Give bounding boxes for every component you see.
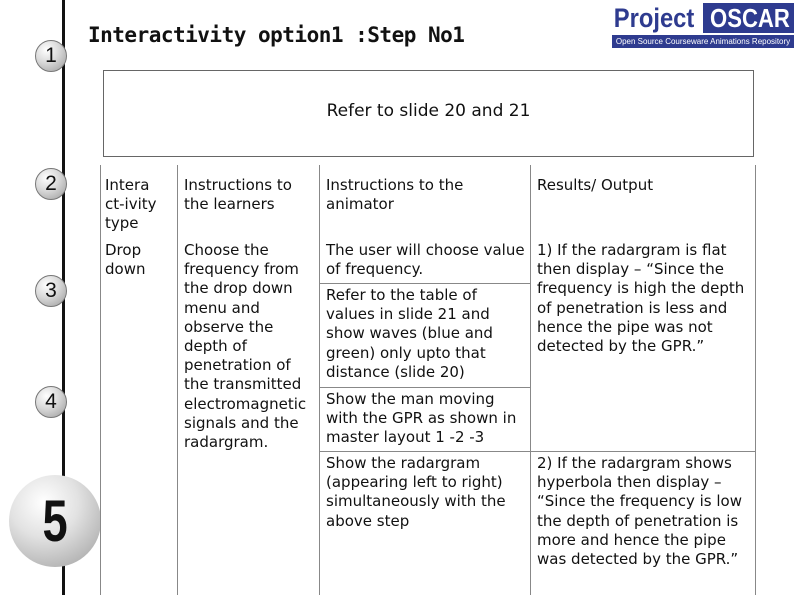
logo-word-project: Project: [613, 3, 695, 33]
header-interactivity-type: Intera ct-ivity type: [105, 176, 157, 233]
step-5-badge[interactable]: [9, 475, 101, 567]
learner-instructions-text: Choose the frequency from the drop down menu and observe the depth of penetration of the transmitted electromagnetic signals and the radargram.: [184, 241, 307, 452]
step-4-badge[interactable]: 4: [35, 386, 67, 418]
logo-word-oscar: OSCAR: [703, 3, 794, 33]
result-1-text: 1) If the radargram is flat then display – “Since the frequency is high the depth of penetration is less and hence the pipe was not detected by the GPR.”: [537, 241, 745, 356]
logo-tagline: Open Source Courseware Animations Repository: [612, 35, 794, 48]
step-5-label: 5: [42, 488, 68, 554]
row-divider-1: [319, 283, 530, 284]
interactivity-type-value: Drop down: [105, 241, 146, 279]
result-2-text: 2) If the radargram shows hyperbola then display – “Since the frequency is low the depth of penetration is more and hence the pipe was detected by the GPR.”: [537, 454, 742, 569]
header-results-output: Results/ Output: [537, 176, 654, 194]
row-divider-2: [319, 387, 530, 388]
slide-title: Interactivity option1 :Step No1: [88, 23, 465, 47]
reference-text: Refer to slide 20 and 21: [326, 101, 531, 121]
step-3-badge[interactable]: 3: [35, 275, 67, 307]
header-learner-instructions: Instructions to the learners: [184, 176, 292, 214]
reference-box: [103, 70, 754, 157]
animator-step-1: The user will choose value of frequency.: [326, 241, 525, 279]
table-divider-3: [530, 165, 531, 595]
header-animator-instructions: Instructions to the animator: [326, 176, 464, 214]
table-divider-2: [319, 165, 320, 595]
step-1-badge[interactable]: 1: [35, 40, 67, 72]
step-2-badge[interactable]: 2: [35, 168, 67, 200]
animator-step-2: Refer to the table of values in slide 21 and show waves (blue and green) only upto that distance (slide 20): [326, 286, 493, 381]
project-oscar-logo: [612, 3, 794, 47]
table-divider-1: [177, 165, 178, 595]
row-divider-3: [319, 451, 755, 452]
animator-step-4: Show the radargram (appearing left to right) simultaneously with the above step: [326, 454, 506, 530]
table-divider-4: [755, 165, 756, 595]
animator-step-3: Show the man moving with the GPR as shown in master layout 1 -2 -3: [326, 390, 517, 447]
table-border-left: [100, 165, 101, 595]
